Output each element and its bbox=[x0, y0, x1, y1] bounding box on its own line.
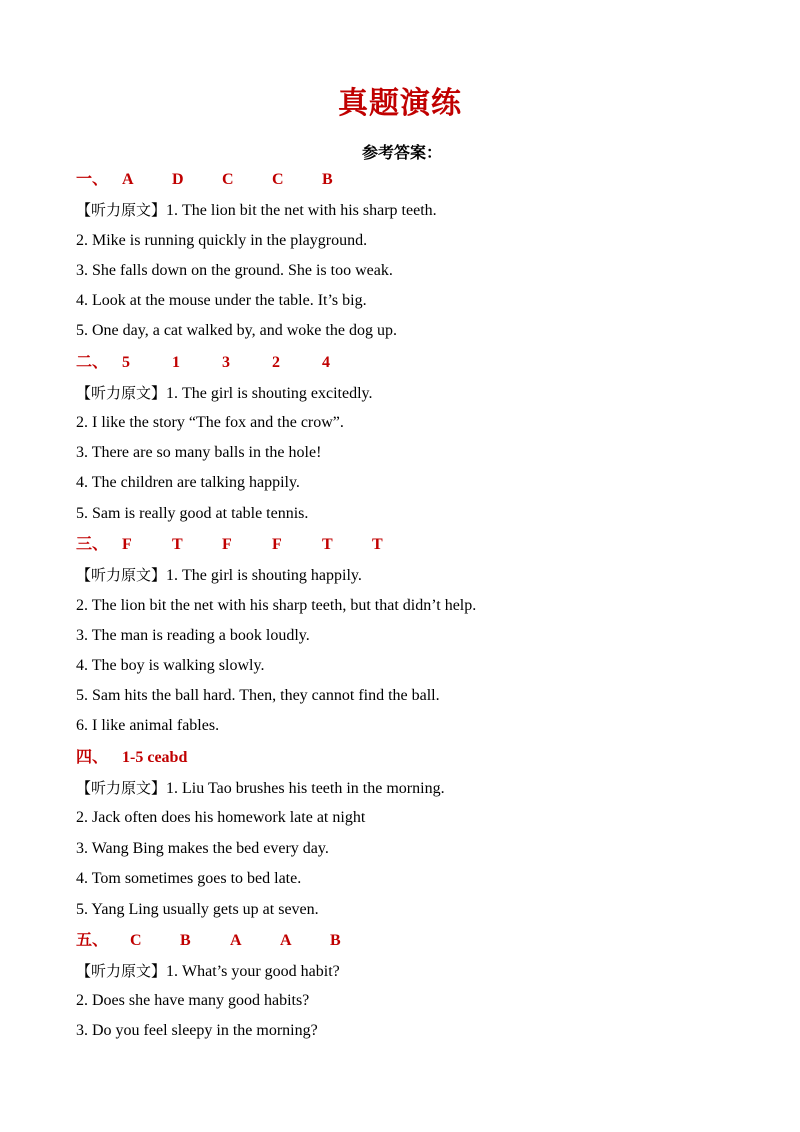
section-1-answers bbox=[76, 169, 372, 190]
transcript-line: 【听力原文】1. The lion bit the net with his sharp teeth. bbox=[76, 201, 437, 219]
section-label: 一、 bbox=[76, 169, 109, 188]
answer: A bbox=[230, 932, 242, 949]
transcript-line: 2. Does she have many good habits? bbox=[76, 992, 310, 1009]
page-title: 真题演练 bbox=[338, 86, 462, 121]
transcript-prefix: 【听力原文】 bbox=[76, 962, 167, 980]
answer: F bbox=[122, 536, 132, 553]
transcript-line: 5. Sam hits the ball hard. Then, they cannot find the ball. bbox=[76, 687, 440, 704]
transcript-line: 【听力原文】1. What’s your good habit? bbox=[76, 962, 340, 980]
answer: C bbox=[130, 932, 142, 949]
answer: B bbox=[322, 171, 333, 188]
answer: A bbox=[122, 171, 134, 188]
transcript-line: 3. Do you feel sleepy in the morning? bbox=[76, 1022, 318, 1039]
section-label: 三、 bbox=[76, 534, 109, 553]
answer: C bbox=[222, 171, 234, 188]
section-5-answers bbox=[76, 930, 380, 951]
answer: 5 bbox=[122, 354, 131, 371]
answer: 2 bbox=[272, 354, 281, 371]
answer: F bbox=[272, 536, 282, 553]
transcript-line: 3. The man is reading a book loudly. bbox=[76, 627, 310, 644]
answer-key-heading: 参考答案： bbox=[362, 143, 443, 162]
transcript-line: 3. There are so many balls in the hole! bbox=[76, 444, 322, 461]
transcript-line: 【听力原文】1. The girl is shouting excitedly. bbox=[76, 384, 373, 402]
transcript-line: 2. Mike is running quickly in the playground. bbox=[76, 232, 368, 249]
transcript-line: 5. Sam is really good at table tennis. bbox=[76, 505, 309, 522]
transcript-line: 5. One day, a cat walked by, and woke the dog up. bbox=[76, 322, 397, 339]
transcript-line: 4. The boy is walking slowly. bbox=[76, 657, 265, 674]
section-label: 二、 bbox=[76, 352, 109, 371]
answer: C bbox=[272, 171, 284, 188]
transcript-prefix: 【听力原文】 bbox=[76, 384, 167, 402]
transcript-line: 4. Tom sometimes goes to bed late. bbox=[76, 870, 302, 887]
transcript-line: 2. I like the story “The fox and the crow”. bbox=[76, 414, 344, 431]
transcript-prefix: 【听力原文】 bbox=[76, 566, 167, 584]
answer: B bbox=[330, 932, 341, 949]
section-4-answers bbox=[76, 747, 187, 768]
transcript-line: 4. The children are talking happily. bbox=[76, 474, 300, 491]
transcript-line: 3. She falls down on the ground. She is too weak. bbox=[76, 262, 393, 279]
section-2-answers bbox=[76, 352, 372, 373]
transcript-line: 2. The lion bit the net with his sharp teeth, but that didn’t help. bbox=[76, 597, 477, 614]
answer: 1 bbox=[172, 354, 181, 371]
transcript-line: 3. Wang Bing makes the bed every day. bbox=[76, 840, 329, 857]
answer: A bbox=[280, 932, 292, 949]
answer: T bbox=[322, 536, 333, 553]
transcript-prefix: 【听力原文】 bbox=[76, 779, 167, 797]
transcript-line: 4. Look at the mouse under the table. It’s big. bbox=[76, 292, 367, 309]
section-label: 五、 bbox=[76, 930, 109, 949]
transcript-line: 6. I like animal fables. bbox=[76, 717, 220, 734]
answer: F bbox=[222, 536, 232, 553]
transcript-line: 【听力原文】1. Liu Tao brushes his teeth in the morning. bbox=[76, 779, 445, 797]
transcript-line: 5. Yang Ling usually gets up at seven. bbox=[76, 901, 319, 918]
section-3-answers bbox=[76, 534, 422, 555]
transcript-prefix: 【听力原文】 bbox=[76, 201, 167, 219]
transcript-line: 2. Jack often does his homework late at night bbox=[76, 809, 366, 826]
transcript-line: 【听力原文】1. The girl is shouting happily. bbox=[76, 566, 362, 584]
section-label: 四、 bbox=[76, 747, 109, 766]
answer: 1-5 ceabd bbox=[122, 749, 188, 766]
answer: D bbox=[172, 171, 184, 188]
answer: T bbox=[372, 536, 383, 553]
answer: 4 bbox=[322, 354, 331, 371]
answer: 3 bbox=[222, 354, 231, 371]
answer: B bbox=[180, 932, 191, 949]
answer: T bbox=[172, 536, 183, 553]
